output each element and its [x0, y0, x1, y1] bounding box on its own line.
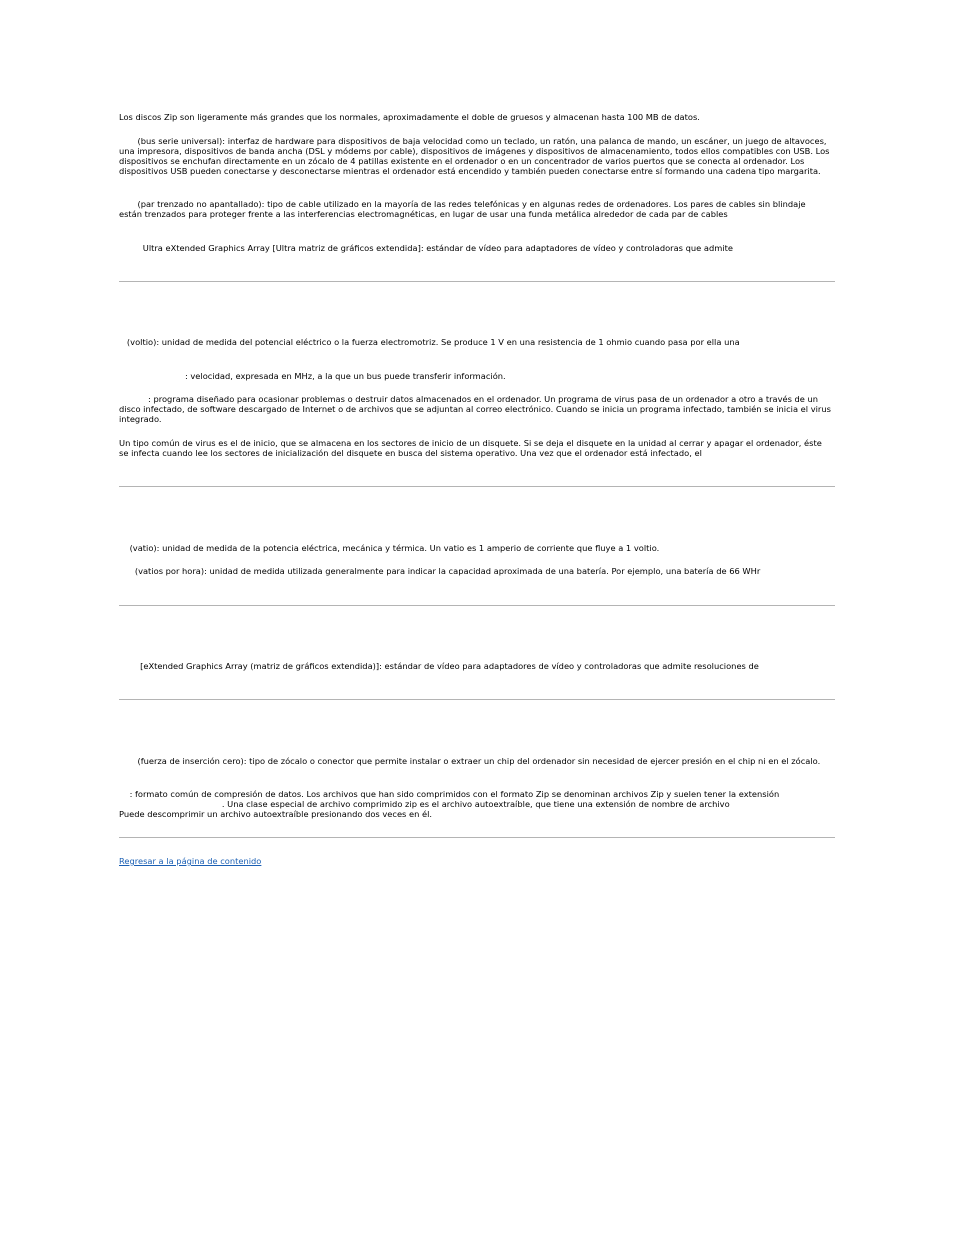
section-divider: [119, 699, 835, 700]
paragraph-boot-virus: Un tipo común de virus es el de inicio, que se almacena en los sectores de inicio de un disquete. Si se deja el disquete en la unidad al cerrar y apagar el ordenador, éste se infecta cuando lee los sectores de inicialización del disquete en busca del sistema operativo. Una vez que el ordenador está infectado, el: [119, 438, 825, 458]
paragraph-watt-hour: (vatios por hora): unidad de medida utilizada generalmente para indicar la capacidad aproximada de una batería. Por ejemplo, una batería de 66 WHr: [119, 566, 761, 576]
paragraph-utp: (par trenzado no apantallado): tipo de cable utilizado en la mayoría de las redes telefónicas y en algunas redes de ordenadores. Los pares de cables sin blindaje están trenzados para proteger frente a las interferencias electromagnéticas, en lugar de usar una funda metálica alrededor de cada par de cables: [119, 199, 809, 219]
paragraph-usb: (bus serie universal): interfaz de hardware para dispositivos de baja velocidad como un teclado, un ratón, una palanca de mando, un escáner, un juego de altavoces, una impresora, dispositivos de banda ancha (DSL y módems por cable), dispositivos de imágenes y dispositivos de almacenamiento, todos ellos compatibles con USB. Los dispositivos se enchufan directamente en un zócalo de 4 patillas existente en el ordenador o en un concentrador de varios puertos que se conecta al ordenador. Los dispositivos USB pueden conectarse y desconectarse mientras el ordenador está encendido y también pueden conectarse entre sí formando una cadena tipo margarita.: [119, 136, 833, 176]
paragraph-zip-line-2: . Una clase especial de archivo comprimido zip es el archivo autoextraíble, que tiene una extensión de nombre de archivo: [119, 799, 730, 809]
paragraph-virus: : programa diseñado para ocasionar problemas o destruir datos almacenados en el ordenador. Un programa de virus pasa de un ordenador a otro a través de un disco infectado, de software descargado de Internet o de archivos que se adjuntan al correo electrónico. Cuando se inicia un programa infectado, también se inicia el virus integrado.: [119, 394, 834, 424]
back-to-contents-link[interactable]: Regresar a la página de contenido: [119, 856, 262, 866]
paragraph-uxga: Ultra eXtended Graphics Array [Ultra matriz de gráficos extendida]: estándar de vídeo para adaptadores de vídeo y controladoras que admite: [119, 243, 734, 253]
paragraph-zif: (fuerza de inserción cero): tipo de zócalo o conector que permite instalar o extraer un chip del ordenador sin necesidad de ejercer presión en el chip ni en el zócalo.: [119, 756, 821, 766]
paragraph-zip-line-3: Puede descomprimir un archivo autoextraíble presionando dos veces en él.: [119, 809, 433, 819]
paragraph-volt: (voltio): unidad de medida del potencial eléctrico o la fuerza electromotriz. Se produce 1 V en una resistencia de 1 ohmio cuando pasa por ella una: [119, 337, 740, 347]
section-divider: [119, 281, 835, 282]
paragraph-zip-line-1: : formato común de compresión de datos. Los archivos que han sido comprimidos con el formato Zip se denominan archivos Zip y suelen tener la extensión: [119, 789, 780, 799]
paragraph-bus-speed: : velocidad, expresada en MHz, a la que un bus puede transferir información.: [119, 371, 506, 381]
paragraph-zip-disks: Los discos Zip son ligeramente más grandes que los normales, aproximadamente el doble de gruesos y almacenan hasta 100 MB de datos.: [119, 112, 700, 122]
section-divider: [119, 486, 835, 487]
section-divider: [119, 837, 835, 838]
paragraph-xga: [eXtended Graphics Array (matriz de gráficos extendida)]: estándar de vídeo para adaptadores de vídeo y controladoras que admite resoluciones de: [119, 661, 759, 671]
section-divider: [119, 605, 835, 606]
paragraph-watt: (vatio): unidad de medida de la potencia eléctrica, mecánica y térmica. Un vatio es 1 amperio de corriente que fluye a 1 voltio.: [119, 543, 660, 553]
